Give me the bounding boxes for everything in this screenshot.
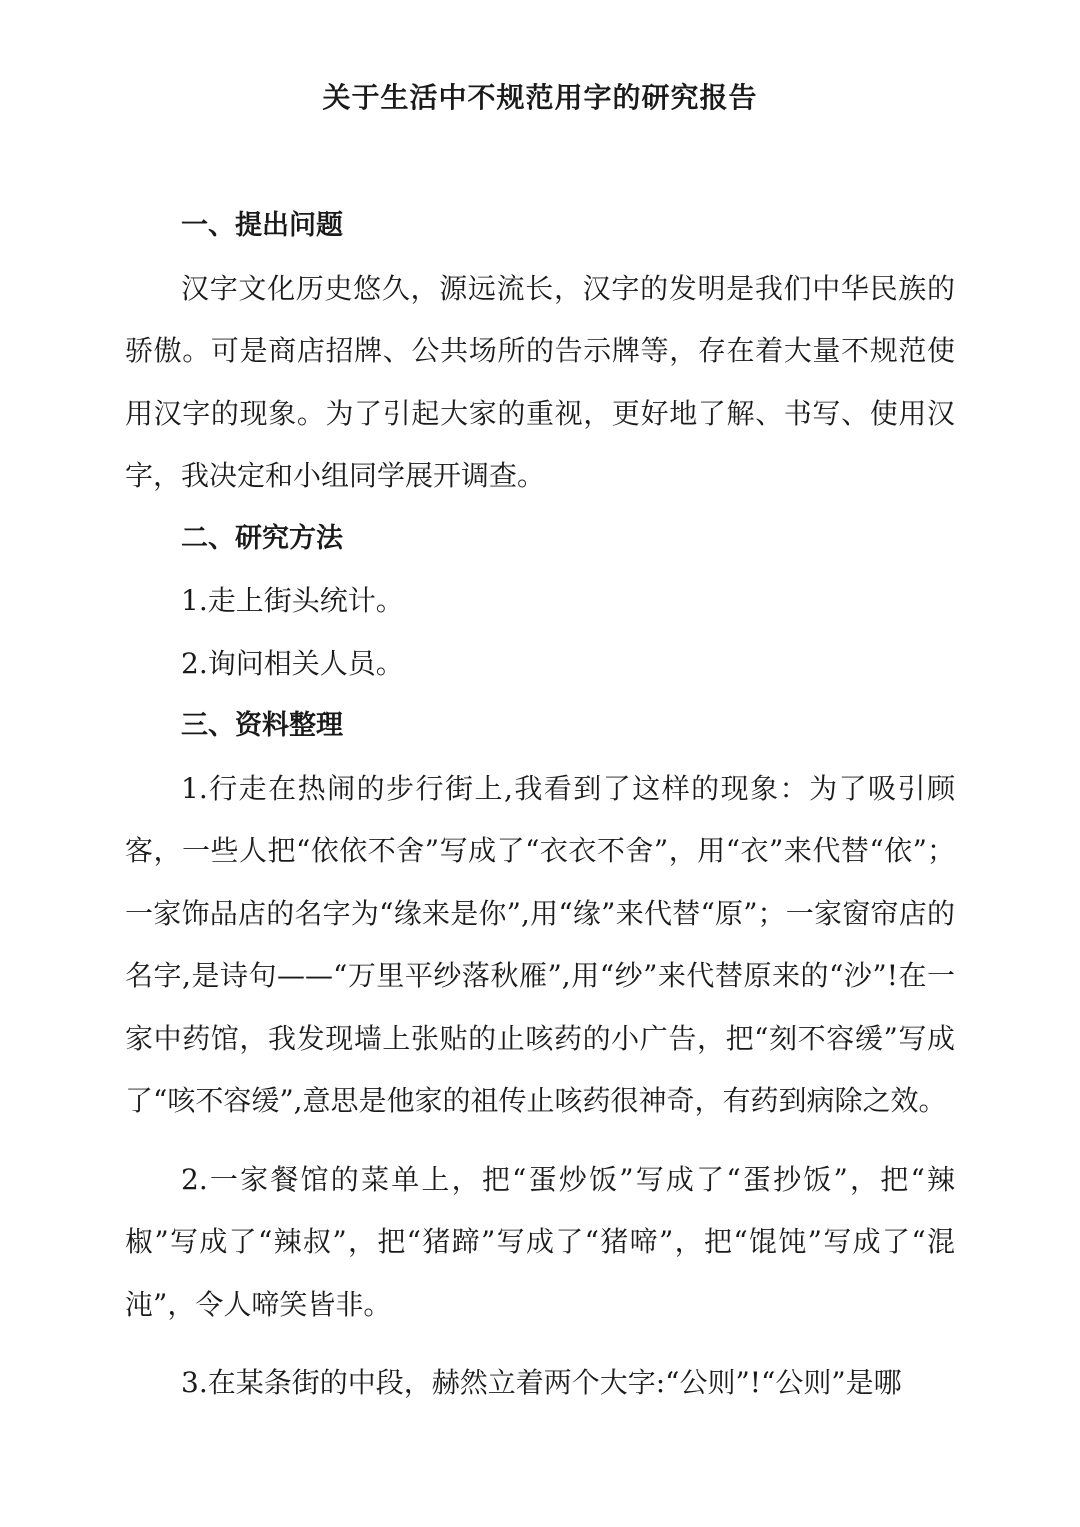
- section-heading-method: 二、研究方法: [181, 522, 343, 554]
- section-heading-data: 三、资料整理: [181, 710, 343, 741]
- paragraph-data-3: 3.在某条街的中段，赫然立着两个大字:“公则”!“公则”是哪: [181, 1366, 902, 1399]
- report-title: 关于生活中不规范用字的研究报告: [322, 81, 758, 114]
- paragraph-method-2: 2.询问相关人员。: [181, 646, 404, 680]
- section-heading-problem: 一、提出问题: [181, 210, 343, 241]
- report-body: [125, 195, 955, 1415]
- paragraph-problem: 汉字文化历史悠久，源远流长，汉字的发明是我们中华民族的骄傲。可是商店招牌、公共场所的告示牌等，存在着大量不规范使用汉字的现象。为了引起大家的重视，更好地了解、书写、使用汉字，我决定和小组同学展开调查。: [125, 271, 955, 492]
- paragraph-method-1: 1.走上街头统计。: [181, 584, 404, 617]
- paragraph-data-1: 1.行走在热闹的步行街上,我看到了这样的现象：为了吸引顾客，一些人把“依依不舍”写成了“衣衣不舍”，用“衣”来代替“依”；一家饰品店的名字为“缘来是你”,用“缘”来代替“原”；一家窗帘店的名字,是诗句——“万里平纱落秋雁”,用“纱”来代替原来的“沙”!在一家中药馆，我发现墙上张贴的止咳药的小广告，把“刻不容缓”写成了“咳不容缓”,意思是他家的祖传止咳药很神奇，有药到病除之效。: [125, 771, 955, 1117]
- paragraph-data-2: 2.一家餐馆的菜单上，把“蛋炒饭”写成了“蛋抄饭”，把“辣椒”写成了“辣叔”，把“猪蹄”写成了“猪啼”，把“馄饨”写成了“混沌”，令人啼笑皆非。: [125, 1162, 955, 1321]
